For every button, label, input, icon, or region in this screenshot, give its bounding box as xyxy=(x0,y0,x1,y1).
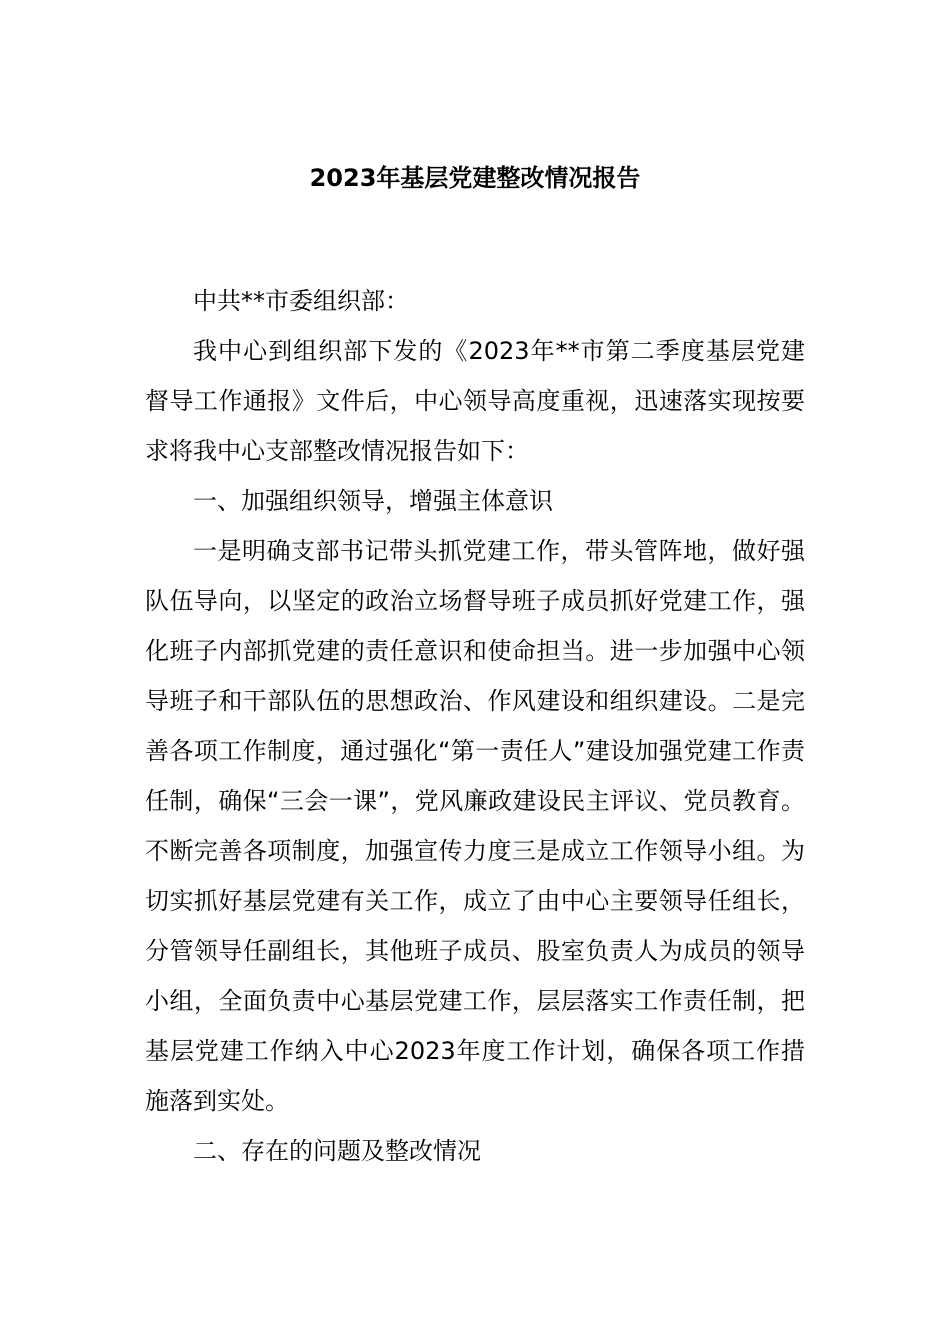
document-title: 2023年基层党建整改情况报告 xyxy=(309,164,641,192)
paragraph-measures: 一是明确支部书记带头抓党建工作，带头管阵地，做好强队伍导向，以坚定的政治立场督导班子成员抓好党建工作，强化班子内部抓党建的责任意识和使命担当。进一步加强中心领导班子和干部队伍的思想政治、作风建设和组织建设。二是完善各项工作制度，通过强化“第一责任人”建设加强党建工作责任制，确保“三会一课”，党风廉政建设民主评议、党员教育。不断完善各项制度，加强宣传力度三是成立工作领导小组。为切实抓好基层党建有关工作，成立了由中心主要领导任组长，分管领导任副组长，其他班子成员、股室负责人为成员的领导小组，全面负责中心基层党建工作，层层落实工作责任制，把基层党建工作纳入中心2023年度工作计划，确保各项工作措施落到实处。 xyxy=(145,537,805,1115)
section-heading-2: 二、存在的问题及整改情况 xyxy=(193,1137,481,1165)
salutation: 中共**市委组织部： xyxy=(193,287,409,315)
document-body xyxy=(145,276,805,1176)
paragraph-intro: 我中心到组织部下发的《2023年**市第二季度基层党建督导工作通报》文件后，中心领导高度重视，迅速落实现按要求将我中心支部整改情况报告如下： xyxy=(145,337,805,465)
section-heading-1: 一、加强组织领导，增强主体意识 xyxy=(193,487,553,515)
